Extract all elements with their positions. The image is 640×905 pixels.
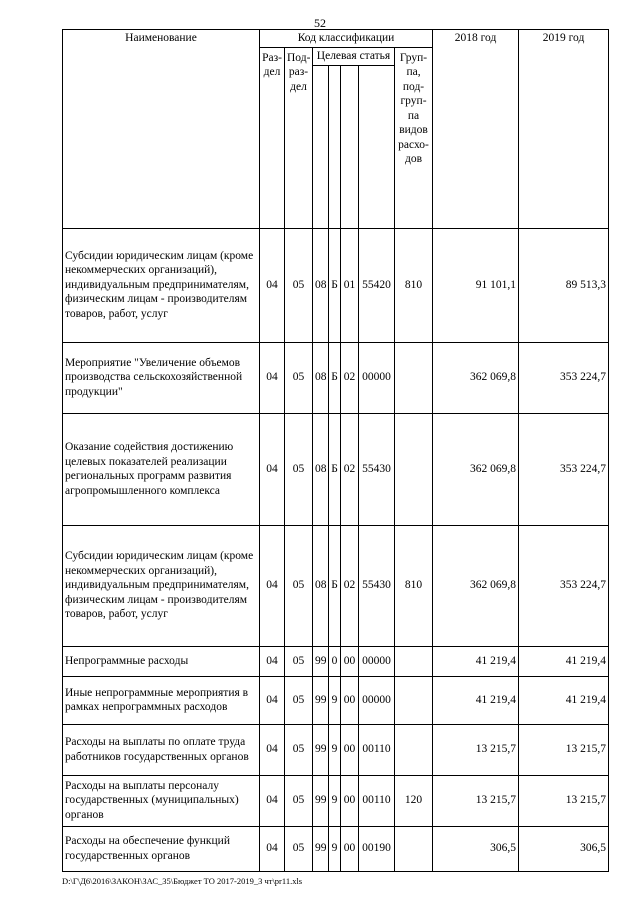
header-target-article: Целевая статья (313, 47, 395, 65)
row-section: 04 (260, 646, 285, 676)
row-value-2018: 13 215,7 (433, 775, 519, 826)
row-value-2019: 353 224,7 (519, 342, 609, 413)
row-target-subprogram: 9 (329, 826, 341, 871)
row-target-event: 02 (341, 525, 359, 646)
row-target-program: 99 (313, 775, 329, 826)
table-row (63, 775, 609, 826)
row-expense-group: 810 (395, 228, 433, 342)
row-target-subprogram: 9 (329, 775, 341, 826)
budget-table (62, 29, 609, 872)
row-target-program: 08 (313, 228, 329, 342)
header-section: Раз-дел (260, 47, 285, 228)
row-expense-group (395, 646, 433, 676)
header-target-cell-4 (359, 65, 395, 228)
row-value-2018: 41 219,4 (433, 676, 519, 724)
row-value-2019: 41 219,4 (519, 646, 609, 676)
page-number: 52 (314, 16, 326, 30)
row-expense-group (395, 676, 433, 724)
row-name: Субсидии юридическим лицам (кроме некоммерческих организаций), индивидуальным предпринимателям, физическим лицам - производителям товаров, работ, услуг (63, 525, 260, 646)
row-value-2019: 353 224,7 (519, 413, 609, 525)
header-target-cell-3 (341, 65, 359, 228)
row-subsection: 05 (285, 525, 313, 646)
row-target-direction: 55430 (359, 525, 395, 646)
row-section: 04 (260, 724, 285, 775)
table-body (63, 228, 609, 871)
table-row (63, 826, 609, 871)
row-subsection: 05 (285, 724, 313, 775)
header-target-cell-1 (313, 65, 329, 228)
row-value-2018: 13 215,7 (433, 724, 519, 775)
row-subsection: 05 (285, 775, 313, 826)
row-value-2019: 306,5 (519, 826, 609, 871)
row-target-subprogram: Б (329, 228, 341, 342)
row-section: 04 (260, 775, 285, 826)
row-target-subprogram: 9 (329, 676, 341, 724)
row-target-direction: 55420 (359, 228, 395, 342)
row-value-2018: 41 219,4 (433, 646, 519, 676)
row-expense-group: 120 (395, 775, 433, 826)
row-name: Оказание содействия достижению целевых показателей реализации региональных программ развития агропромышленного комплекса (63, 413, 260, 525)
row-target-direction: 00000 (359, 676, 395, 724)
table-row (63, 342, 609, 413)
table-row (63, 724, 609, 775)
row-expense-group (395, 413, 433, 525)
row-value-2019: 353 224,7 (519, 525, 609, 646)
table-row (63, 646, 609, 676)
row-name: Расходы на выплаты персоналу государственных (муниципальных) органов (63, 775, 260, 826)
row-target-direction: 00110 (359, 775, 395, 826)
row-section: 04 (260, 413, 285, 525)
row-subsection: 05 (285, 342, 313, 413)
row-subsection: 05 (285, 676, 313, 724)
row-target-event: 02 (341, 342, 359, 413)
row-subsection: 05 (285, 646, 313, 676)
row-expense-group (395, 724, 433, 775)
row-name: Расходы на выплаты по оплате труда работников государственных органов (63, 724, 260, 775)
row-value-2019: 13 215,7 (519, 775, 609, 826)
row-value-2018: 362 069,8 (433, 413, 519, 525)
row-name: Субсидии юридическим лицам (кроме некоммерческих организаций), индивидуальным предпринимателям, физическим лицам - производителям товаров, работ, услуг (63, 228, 260, 342)
row-target-event: 00 (341, 826, 359, 871)
row-value-2018: 91 101,1 (433, 228, 519, 342)
row-value-2019: 89 513,3 (519, 228, 609, 342)
row-section: 04 (260, 826, 285, 871)
table-row (63, 413, 609, 525)
row-target-program: 99 (313, 724, 329, 775)
header-row-1 (63, 30, 609, 48)
row-target-subprogram: Б (329, 342, 341, 413)
row-section: 04 (260, 676, 285, 724)
row-target-program: 99 (313, 826, 329, 871)
file-path-footer: D:\Г\Д6\2016\ЗАКОН\ЗАС_35\Бюджет ТО 2017-2019_3 чт\pr11.xls (62, 876, 303, 886)
row-value-2018: 306,5 (433, 826, 519, 871)
table-row (63, 228, 609, 342)
row-section: 04 (260, 228, 285, 342)
row-target-direction: 00000 (359, 646, 395, 676)
row-value-2019: 13 215,7 (519, 724, 609, 775)
row-subsection: 05 (285, 228, 313, 342)
row-name: Иные непрограммные мероприятия в рамках непрограммных расходов (63, 676, 260, 724)
row-target-event: 02 (341, 413, 359, 525)
header-target-cell-2 (329, 65, 341, 228)
row-expense-group (395, 342, 433, 413)
row-target-event: 00 (341, 775, 359, 826)
header-2018: 2018 год (433, 30, 519, 229)
row-target-event: 00 (341, 724, 359, 775)
row-target-direction: 00000 (359, 342, 395, 413)
row-target-event: 00 (341, 646, 359, 676)
row-section: 04 (260, 525, 285, 646)
row-expense-group: 810 (395, 525, 433, 646)
row-name: Мероприятие "Увеличение объемов производства сельскохозяйственной продукции" (63, 342, 260, 413)
row-target-subprogram: 9 (329, 724, 341, 775)
table-row (63, 676, 609, 724)
row-value-2018: 362 069,8 (433, 525, 519, 646)
row-name: Расходы на обеспечение функций государственных органов (63, 826, 260, 871)
row-target-event: 00 (341, 676, 359, 724)
row-target-subprogram: Б (329, 413, 341, 525)
row-target-direction: 55430 (359, 413, 395, 525)
header-group: Груп-па, под-груп-па видов расхо-дов (395, 47, 433, 228)
row-subsection: 05 (285, 413, 313, 525)
row-target-program: 99 (313, 676, 329, 724)
row-target-program: 99 (313, 646, 329, 676)
row-target-program: 08 (313, 413, 329, 525)
header-2019: 2019 год (519, 30, 609, 229)
row-value-2019: 41 219,4 (519, 676, 609, 724)
table-row (63, 525, 609, 646)
row-target-program: 08 (313, 342, 329, 413)
header-name: Наименование (63, 30, 260, 229)
row-name: Непрограммные расходы (63, 646, 260, 676)
row-value-2018: 362 069,8 (433, 342, 519, 413)
row-target-direction: 00110 (359, 724, 395, 775)
row-target-program: 08 (313, 525, 329, 646)
row-target-subprogram: 0 (329, 646, 341, 676)
row-target-direction: 00190 (359, 826, 395, 871)
row-target-subprogram: Б (329, 525, 341, 646)
header-subsection: Под-раз-дел (285, 47, 313, 228)
row-section: 04 (260, 342, 285, 413)
header-classification: Код классификации (260, 30, 433, 48)
row-target-event: 01 (341, 228, 359, 342)
row-expense-group (395, 826, 433, 871)
row-subsection: 05 (285, 826, 313, 871)
